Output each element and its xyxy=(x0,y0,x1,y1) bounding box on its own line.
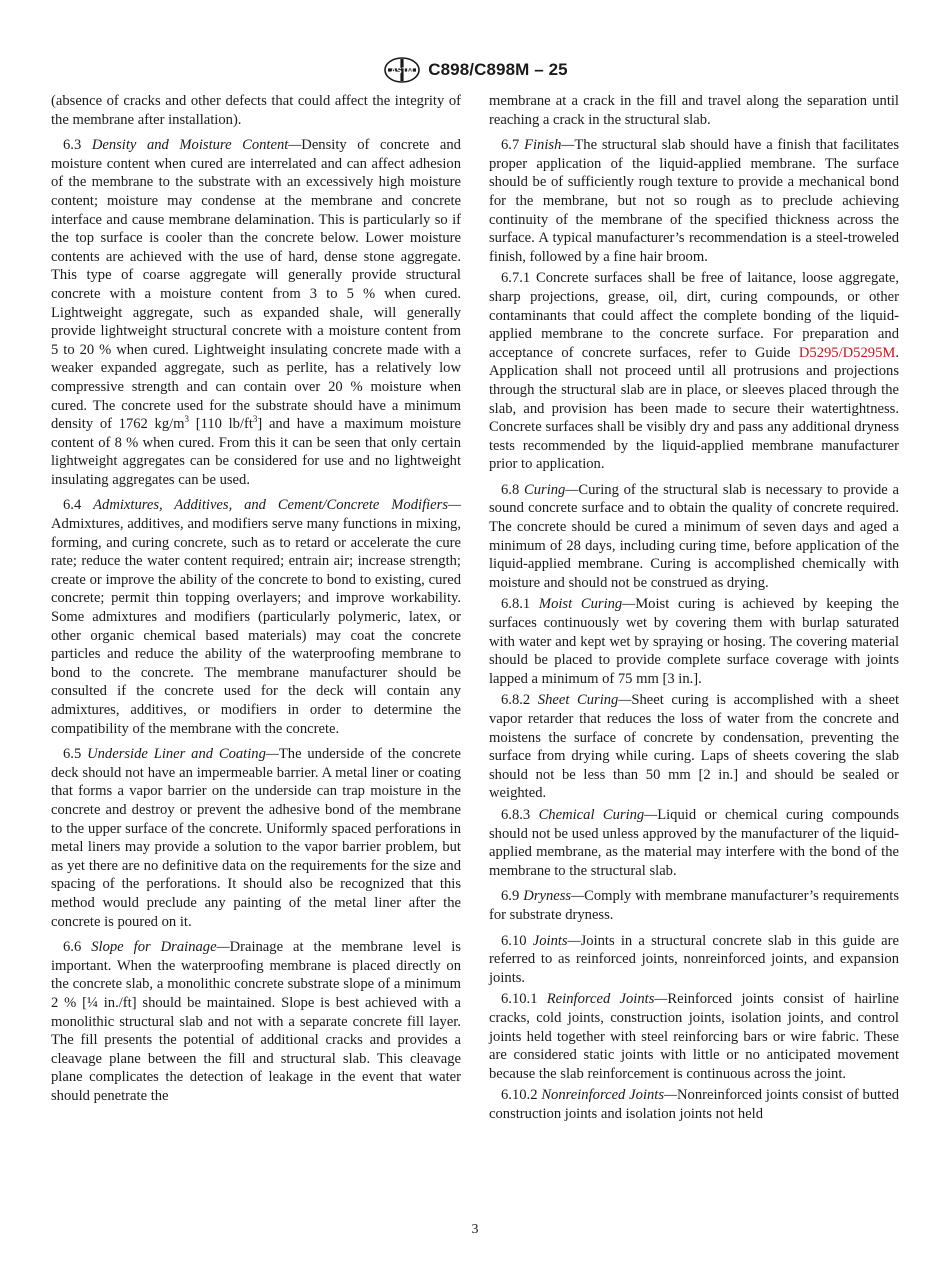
section-title: Finish— xyxy=(524,137,575,154)
section-title: Admixtures, Additives, and Cement/Concrete Modifiers— xyxy=(93,497,461,514)
section-6-5: 6.5 Underside Liner and Coating—The underside of the concrete deck should not have an impermeable barrier. A metal liner or coating that forms a vapor barrier on the underside can trap moisture in the concrete and destroy or prevent the adhesive bond of the membrane to the upper surface of the concrete. Uniformly spaced perforations in metal liners may provide a solution to the vapor barrier problem, but as yet there are no definitive data on the requirements for the size and spacing of the perforations. It should also be recognized that this method would preclude any painting of the metal liner after the concrete is poured on it. xyxy=(51,746,461,930)
section-number: 6.6 xyxy=(63,939,82,956)
section-title: Slope for Drainage— xyxy=(91,939,230,956)
section-6-8-1: 6.8.1 Moist Curing—Moist curing is achieved by keeping the surfaces continuously wet by covering them with burlap saturated with water and kept wet by spraying or hosing. The covering material should be placed to provide complete surface coverage with joints lapped a minimum of 75 mm [3 in.]. xyxy=(489,596,899,687)
section-number: 6.10.2 xyxy=(501,1087,538,1104)
page-header xyxy=(0,56,950,84)
section-6-9: 6.9 Dryness—Comply with membrane manufacturer’s requirements for substrate dryness. xyxy=(489,888,899,923)
section-number: 6.10 xyxy=(501,932,527,949)
section-number: 6.7.1 xyxy=(501,270,531,287)
section-6-10-1: 6.10.1 Reinforced Joints—Reinforced joints consist of hairline cracks, cold joints, construction joints, isolation joints, and control joints held together with steel reinforcing bars or wire fabric. These are considered static joints with little or no anticipated movement because the slab reinforcement is continuous across the joint. xyxy=(489,991,899,1082)
section-number: 6.8 xyxy=(501,481,520,498)
section-6-7-1: 6.7.1 Concrete surfaces shall be free of laitance, loose aggregate, sharp projections, grease, oil, dirt, curing compounds, or other contaminants that could affect the complete bonding of the liquid-applied membrane to the concrete surface. For preparation and acceptance of concrete surfaces, refer to Guide D5295/D5295M. Application shall not proceed until all protrusions and projections through the structural slab are in place, or sleeves placed through the slab, and provision has been made to secure their watertightness. Concrete surfaces shall be visibly dry and pass any additional dryness tests recommended by the liquid-applied membrane manufacturer prior to application. xyxy=(489,270,899,473)
section-6-8-2: 6.8.2 Sheet Curing—Sheet curing is accomplished with a sheet vapor retarder that reduces the loss of water from the concrete and moistens the surface of concrete by condensation, preventing the surface from drying while curing. Laps of sheets covering the slab should not be less than 50 mm [2 in.] and should be sealed or weighted. xyxy=(489,692,900,802)
section-number: 6.9 xyxy=(501,888,520,905)
section-6-4: 6.4 Admixtures, Additives, and Cement/Concrete Modifiers—Admixtures, additives, and modifiers serve many functions in mixing, forming, and curing concrete, such as to retard or accelerate the cure rate; reduce the water content required; entrain air; increase strength; create or improve the ability of the concrete to bond to existing, cured concrete; permit thin topping overlayers; and improve workability. Some admixtures and modifiers (particularly polymeric, latex, or other organic chemical based materials) may coat the concrete particles and reduce the ability of the waterproofing membrane to bond to the concrete. The membrane manufacturer should be consulted if the concrete used for the deck will contain any admixtures, additives, or modifiers in order to determine the compatibility of the membrane with the concrete. xyxy=(51,497,461,737)
section-title: Nonreinforced Joints— xyxy=(541,1087,678,1104)
left-column xyxy=(51,92,461,1105)
section-6-3: 6.3 Density and Moisture Content—Density of concrete and moisture content when cured are interrelated and can affect adhesion of the membrane to the substrate with an excessively high moisture content; moisture may condense at the membrane and concrete interface and cause membrane delamination. This is particularly so if the top surface is cooler than the concrete below. Lower moisture contents are achieved with the use of hard, dense stone aggregate. This type of coarse aggregate will generally provide structural concrete with a moisture content from 3 to 5 % when cured. Lightweight aggregate, such as expanded shale, will generally provide lightweight structural concrete with a moisture content from 5 to 20 % when cured. Lightweight insulating concrete made with a weaker expanded aggregate, such as perlite, has a relatively low compressive strength and can contain over 20 % moisture when cured. The concrete used for the substrate should have a minimum density of 1762 $kg/m^3$ [110 $lb/ft^3$] and have a maximum moisture content of 8 % when cured. From this it can be seen that only certain lightweight aggregates can be considered for use and no lightweight insulating aggregates can be used. xyxy=(51,137,462,488)
section-number: 6.5 xyxy=(63,746,82,763)
section-number: 6.8.2 xyxy=(501,692,531,709)
section-number: 6.7 xyxy=(501,137,520,154)
section-title: Chemical Curing— xyxy=(538,806,658,823)
section-title: Reinforced Joints— xyxy=(546,991,668,1008)
document-designation: C898/C898M – 25 xyxy=(428,60,568,79)
section-title: Sheet Curing— xyxy=(537,692,632,709)
section-6-10-2: 6.10.2 Nonreinforced Joints—Nonreinforced joints consist of butted construction joints and isolation joints not held xyxy=(489,1087,899,1122)
paragraph-continuation: (absence of cracks and other defects that could affect the integrity of the membrane after installation). xyxy=(51,93,461,128)
section-title: Joints— xyxy=(532,932,581,949)
section-title: Dryness— xyxy=(523,888,585,905)
page-number: 3 xyxy=(471,1222,479,1237)
svg-text:ASTM: ASTM xyxy=(390,66,414,76)
section-6-6: 6.6 Slope for Drainage—Drainage at the membrane level is important. When the waterproofing membrane is placed directly on the concrete slab, a monolithic concrete substrate slope of a minimum 2 % [¼ in./ft] should be maintained. Slope is best achieved with a monolithic structural slab and not with a separate concrete fill layer. The fill presents the potential of additional cracks and provides a cleavage plane between the fill and structural slab. This cleavage plane complicates the detection of leakage in the event that water should penetrate the xyxy=(51,939,461,1104)
paragraph-continuation: membrane at a crack in the fill and travel along the separation until reaching a crack in the structural slab. xyxy=(489,93,899,128)
right-column xyxy=(489,92,899,1123)
section-6-8-3: 6.8.3 Chemical Curing—Liquid or chemical curing compounds should not be used unless approved by the manufacturer of the liquid-applied membrane, as the material may interfere with the bond of the membrane to the structural slab. xyxy=(489,806,899,879)
section-number: 6.4 xyxy=(63,497,82,514)
section-6-7: 6.7 Finish—The structural slab should have a finish that facilitates proper application of the liquid-applied membrane. The surface should be of sufficiently rough texture to provide a mechanical bond for the membrane, but not so rough as to preclude achieving continuity of the membrane of the specified thickness across the surface. A typical manufacturer’s recommendation is a steel-troweled finish, followed by a fine hair broom. xyxy=(489,137,899,265)
astm-logo-icon xyxy=(382,56,422,84)
section-title: Moist Curing— xyxy=(538,596,636,613)
section-number: 6.8.3 xyxy=(501,806,531,823)
section-6-8: 6.8 Curing—Curing of the structural slab is necessary to provide a sound concrete surface and to obtain the quality of concrete required. The concrete should be cured a minimum of seven days and aged a minimum of 28 days, including curing time, before application of the liquid-applied membrane. Curing is accomplished chemically with moisture and should not be construed as drying. xyxy=(489,481,899,591)
section-6-10: 6.10 Joints—Joints in a structural concrete slab in this guide are referred to as reinforced joints, nonreinforced joints, and expansion joints. xyxy=(489,932,899,986)
section-number: 6.8.1 xyxy=(501,596,531,613)
section-title: Density and Moisture Content— xyxy=(91,137,302,154)
section-title: Curing— xyxy=(524,481,579,498)
guide-d5295-link[interactable]: D5295/D5295M xyxy=(798,344,896,361)
section-number: 6.10.1 xyxy=(501,991,538,1008)
section-title: Underside Liner and Coating— xyxy=(87,746,279,763)
section-number: 6.3 xyxy=(63,137,82,154)
